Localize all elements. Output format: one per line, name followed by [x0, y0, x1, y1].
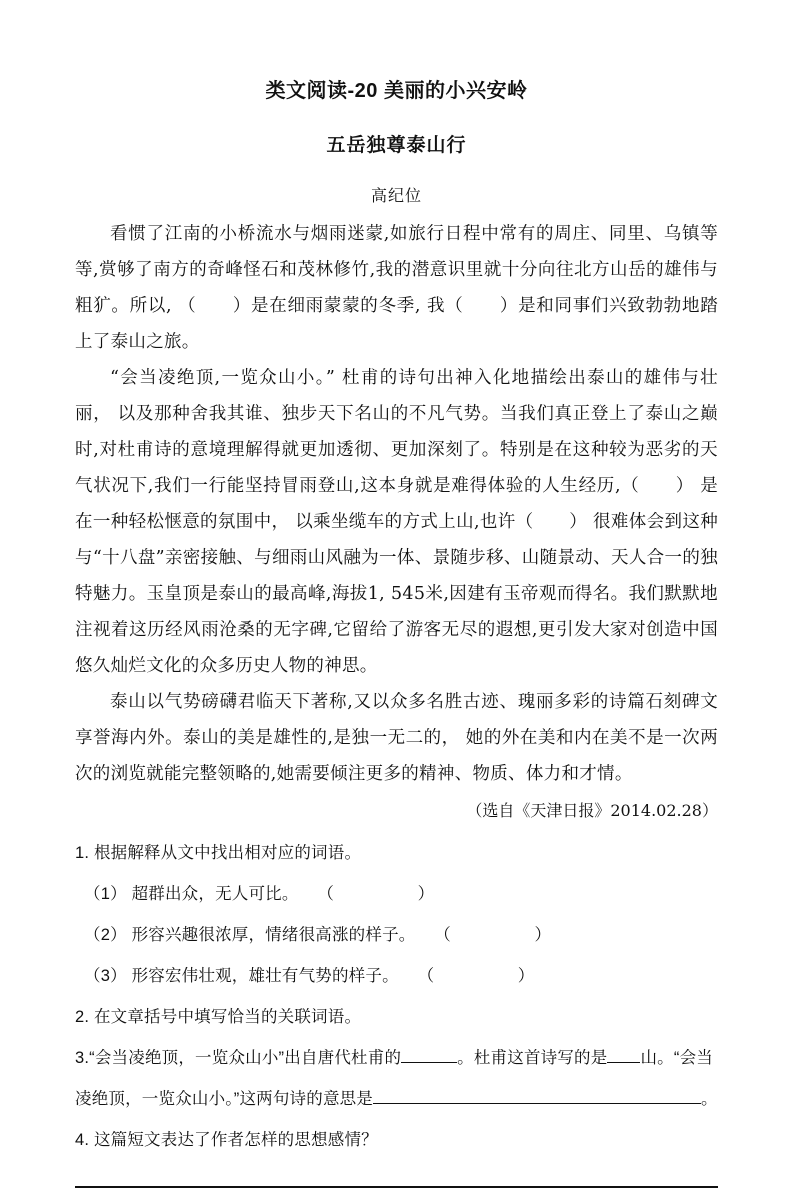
question-1-item-3 — [75, 956, 718, 997]
question-1-item-2 — [75, 915, 718, 956]
question-1-text: 1. 根据解释从文中找出相对应的词语。 — [75, 844, 362, 862]
question-3-text-3: 山。“会当凌绝顶，一览众山小。”这两句诗的意思是 — [75, 1049, 713, 1108]
article-paragraph-2: “会当凌绝顶,一览众山小。” 杜甫的诗句出神入化地描绘出泰山的雄伟与壮丽， 以及那种舍我其谁、独步天下名山的不凡气势。当我们真正登上了泰山之巅时,对杜甫诗的意境理解得就更加透彻、更加深刻了。特别是在这种较为恶劣的天气状况下,我们一行能坚持冒雨登山,这本身就是难得体验的人生经历,（ ） 是在一种轻松惬意的氛围中， 以乘坐缆车的方式上山,也许（ ） 很难体会到这种与“十八盘”亲密接触、与细雨山风融为一体、景随步移、山随景动、天人合一的独特魅力。玉皇顶是泰山的最高峰,海拔1, 545米,因建有玉帝观而得名。我们默默地注视着这历经风雨沧桑的无字碑,它留给了游客无尽的遐想,更引发大家对创造中国悠久灿烂文化的众多历史人物的神思。 — [75, 368, 718, 676]
question-2 — [75, 997, 718, 1038]
item-text: 超群出众，无人可比。 — [131, 885, 299, 903]
article-body — [75, 216, 718, 829]
question-3 — [75, 1038, 718, 1120]
question-4 — [75, 1120, 718, 1161]
question-3-text-4: 。 — [701, 1090, 718, 1108]
article-author: 高纪位 — [370, 188, 422, 205]
question-3-text-2: 。杜甫这首诗写的是 — [457, 1049, 608, 1067]
fill-blank-poem-title — [401, 1046, 457, 1063]
fill-blank-poem-meaning — [373, 1087, 701, 1104]
answer-paren-blank: （ ） — [317, 885, 435, 903]
item-number: （3） — [84, 967, 127, 985]
answer-paren-blank: （ ） — [434, 926, 552, 944]
questions-section — [75, 833, 718, 1161]
question-2-text: 2. 在文章括号中填写恰当的关联词语。 — [75, 1008, 362, 1026]
item-number: （2） — [84, 926, 127, 944]
article-paragraph-3: 泰山以气势磅礴君临天下著称,又以众多名胜古迹、瑰丽多彩的诗篇石刻碑文享誉海内外。泰山的美是雄性的,是独一无二的， 她的外在美和内在美不是一次两次的浏览就能完整领略的,她需要倾注更多的精神、物质、体力和才情。 — [75, 692, 718, 784]
item-text: 形容宏伟壮观，雄壮有气势的样子。 — [131, 967, 399, 985]
question-4-text: 4. 这篇短文表达了作者怎样的思想感情？ — [75, 1131, 378, 1149]
question-1 — [75, 833, 718, 874]
question-1-item-1 — [75, 874, 718, 915]
item-number: （1） — [84, 885, 127, 903]
question-3-text-1: 3.“会当凌绝顶，一览众山小”出自唐代杜甫的 — [75, 1049, 402, 1067]
article-title: 五岳独尊泰山行 — [326, 135, 467, 156]
item-text: 形容兴趣很浓厚，情绪很高涨的样子。 — [131, 926, 416, 944]
answer-paren-blank: （ ） — [417, 967, 535, 985]
article-source-citation: （选自《天津日报》2014.02.28） — [466, 801, 718, 820]
page-title: 类文阅读-20 美丽的小兴安岭 — [265, 80, 528, 102]
fill-blank-mountain-name — [607, 1046, 640, 1063]
article-paragraph-1: 看惯了江南的小桥流水与烟雨迷蒙,如旅行日程中常有的周庄、同里、乌镇等等,赏够了南方的奇峰怪石和茂林修竹,我的潜意识里就十分向往北方山岳的雄伟与粗犷。所以, （ ）是在细雨蒙蒙的冬季, 我（ ）是和同事们兴致勃勃地踏上了泰山之旅。 — [75, 224, 718, 352]
